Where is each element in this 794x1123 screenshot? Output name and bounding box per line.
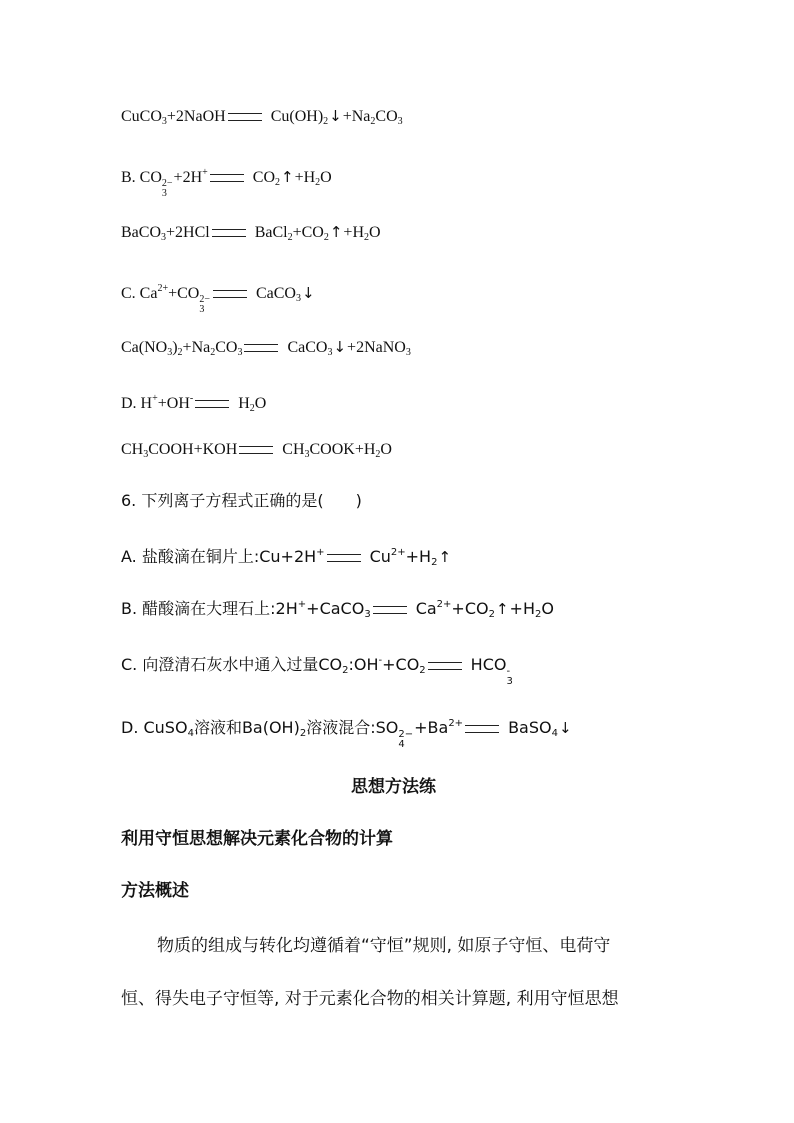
equals-sign-icon [239, 446, 273, 454]
arrow-up-icon: ↑ [329, 223, 343, 241]
question-6-option-b: B. 醋酸滴在大理石上:2H++CaCO3 Ca2++CO2↑+H2O [121, 599, 554, 620]
section-heading: 思想方法练 [351, 777, 436, 797]
equals-sign-icon [327, 554, 361, 562]
option-c-equation: C. Ca2++CO 2− 3 CaCO3↓ [121, 283, 315, 315]
equation-line-3: BaCO3+2HCl BaCl2+CO2↑+H2O [121, 223, 381, 243]
paragraph-line-1: 物质的组成与转化均遵循着“守恒”规则, 如原子守恒、电荷守 [157, 936, 611, 956]
equals-sign-icon [212, 229, 246, 237]
question-6-option-d: D. CuSO4溶液和Ba(OH)2溶液混合:SO 2− 4 +Ba2+ BaSO4↓ [121, 718, 572, 750]
equals-sign-icon [428, 662, 462, 670]
equation-line-5: Ca(NO3)2+Na2CO3 CaCO3↓+2NaNO3 [121, 338, 411, 358]
equals-sign-icon [228, 113, 262, 121]
arrow-up-icon: ↑ [438, 548, 452, 566]
arrow-down-icon: ↓ [301, 284, 315, 302]
question-6: 6. 下列离子方程式正确的是( ) [121, 491, 362, 510]
arrow-down-icon: ↓ [329, 107, 342, 125]
question-6-option-c: C. 向澄清石灰水中通入过量CO2:OH-+CO2 HCO - 3 [121, 655, 513, 687]
arrow-down-icon: ↓ [333, 338, 347, 356]
topic-heading: 利用守恒思想解决元素化合物的计算 [121, 829, 393, 849]
arrow-up-icon: ↑ [281, 168, 294, 186]
arrow-up-icon: ↑ [495, 600, 509, 618]
equals-sign-icon [465, 725, 499, 733]
equals-sign-icon [213, 290, 247, 298]
option-b-equation: B. CO 2− 3 +2H+ CO2↑+H2O [121, 167, 332, 199]
option-d-equation: D. H++OH- H2O [121, 393, 267, 414]
equation-line-7: CH3COOH+KOH CH3COOK+H2O [121, 441, 392, 460]
question-6-option-a: A. 盐酸滴在铜片上:Cu+2H+ Cu2++H2↑ [121, 547, 452, 568]
paragraph-line-2: 恒、得失电子守恒等, 对于元素化合物的相关计算题, 利用守恒思想 [121, 989, 619, 1009]
equals-sign-icon [373, 606, 407, 614]
overview-heading: 方法概述 [121, 881, 189, 901]
equals-sign-icon [210, 174, 244, 182]
arrow-down-icon: ↓ [558, 719, 572, 737]
equals-sign-icon [195, 400, 229, 408]
equals-sign-icon [244, 344, 278, 352]
equation-line-1: CuCO3+2NaOH Cu(OH)2↓+Na2CO3 [121, 107, 403, 127]
